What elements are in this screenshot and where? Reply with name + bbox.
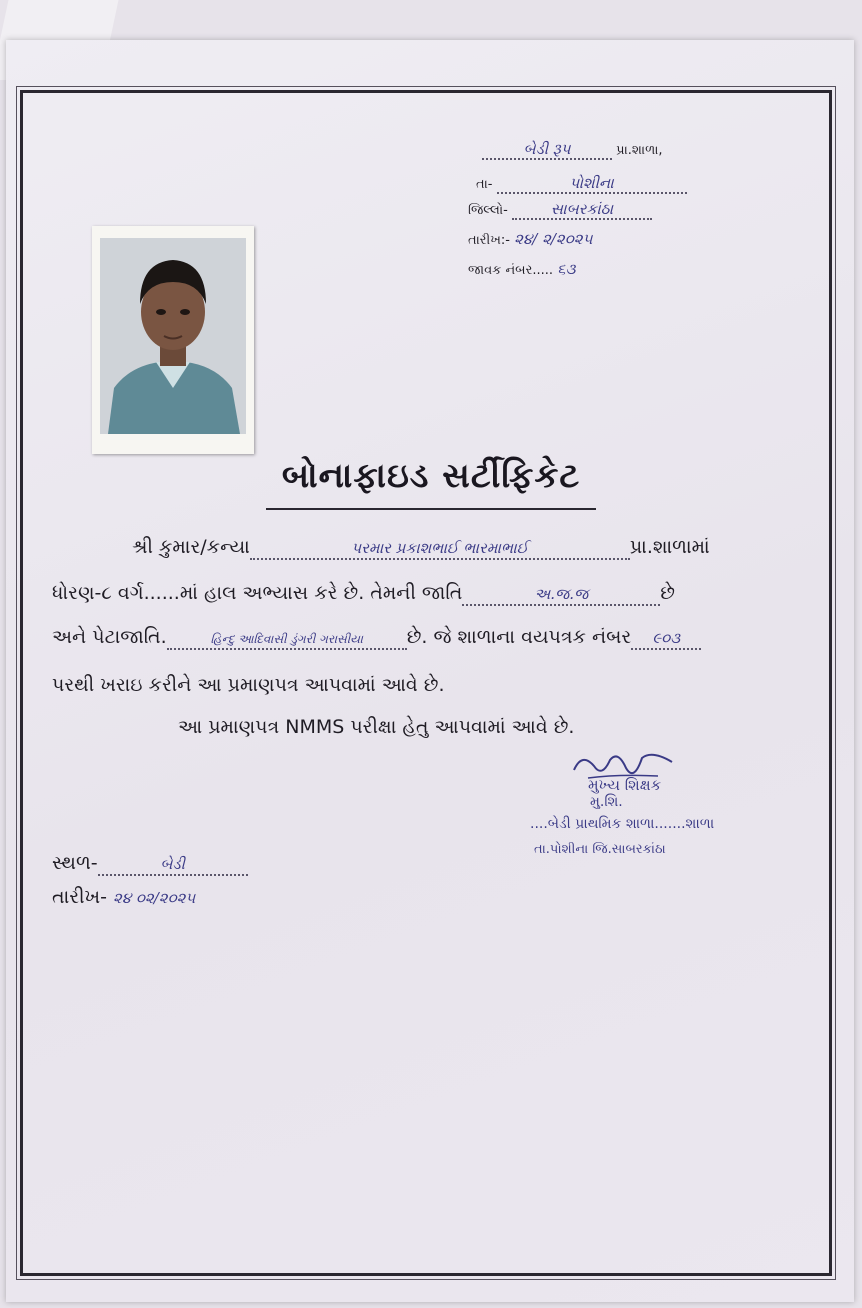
stamp-school: ....બેડી પ્રાથમિક શાળા.......શાળા [530,816,715,832]
line2-prefix: ધોરણ-૮ વર્ગ......માં હાલ અભ્યાસ કરે છે. તેમની જાતિ [52,582,463,604]
header-date [468,230,592,248]
student-photo [92,226,254,454]
body-line-3 [52,626,701,650]
header-outward-label: જાવક નંબર..... [468,263,553,278]
header-date-label: તારીખ:- [468,233,510,248]
header-district-value: સાબરકાંઠા [550,200,614,218]
body-line-2 [52,582,675,606]
caste-value: અ.જ.જ [534,585,589,603]
body-line-4: પરથી ખરાઇ કરીને આ પ્રમાણપત્ર આપવામાં આવે છે. [52,674,445,696]
register-number: ૯૦૩ [652,629,681,647]
line2-suffix: છે [660,582,675,604]
header-taluka-label: તા- [476,177,493,192]
footer-date-label: તારીખ- [52,886,107,908]
line1-suffix: પ્રા.શાળામાં [629,536,710,558]
header-district-label: જિલ્લો- [468,203,508,218]
footer-date-value: ૨૪ ૦૨/૨૦૨૫ [113,889,196,907]
header-district [468,200,652,220]
header-date-value: ૨૪/ ૨/૨૦૨૫ [514,230,593,248]
header-taluka-value: પોશીના [569,174,614,192]
header-outward [468,260,576,278]
header-taluka [476,174,687,194]
body-line-1 [132,536,710,560]
footer-date [52,886,195,908]
stamp-abbr: મુ.શિ. [590,794,623,810]
place-value: બેડી [160,855,185,873]
line3-middle: છે. જે શાળાના વયપત્રક નંબર [406,626,632,648]
student-photo-image [100,238,246,434]
certificate-title: બોનાફાઇડ સર્ટીફિકેટ [281,456,581,496]
footer-place [52,852,248,876]
stamp-title: મુખ્ય શિક્ષક [588,776,662,794]
title-underline [266,508,596,510]
place-label: સ્થળ- [52,852,98,874]
student-name: પરમાર પ્રકાશભાઈ ભારમાભાઈ [351,539,529,557]
body-line-5: આ પ્રમાણપત્ર NMMS પરીક્ષા હેતુ આપવામાં આવે છે. [178,716,575,738]
subcaste-value: હિન્દુ આદિવાસી ડુંગરી ગરાસીયા [210,632,363,646]
line1-prefix: શ્રી કુમાર/કન્યા [132,536,250,558]
header-school [482,140,663,160]
header-school-value: બેડી રૂપ [523,140,571,158]
certificate-paper [6,40,854,1302]
header-school-suffix: પ્રા.શાળા, [616,143,663,158]
stamp-address: તા.પોશીના જિ.સાબરકાંઠા [534,842,666,857]
line3-prefix: અને પેટાજાતિ. [52,626,167,648]
header-outward-value: ૬૩ [557,260,576,278]
